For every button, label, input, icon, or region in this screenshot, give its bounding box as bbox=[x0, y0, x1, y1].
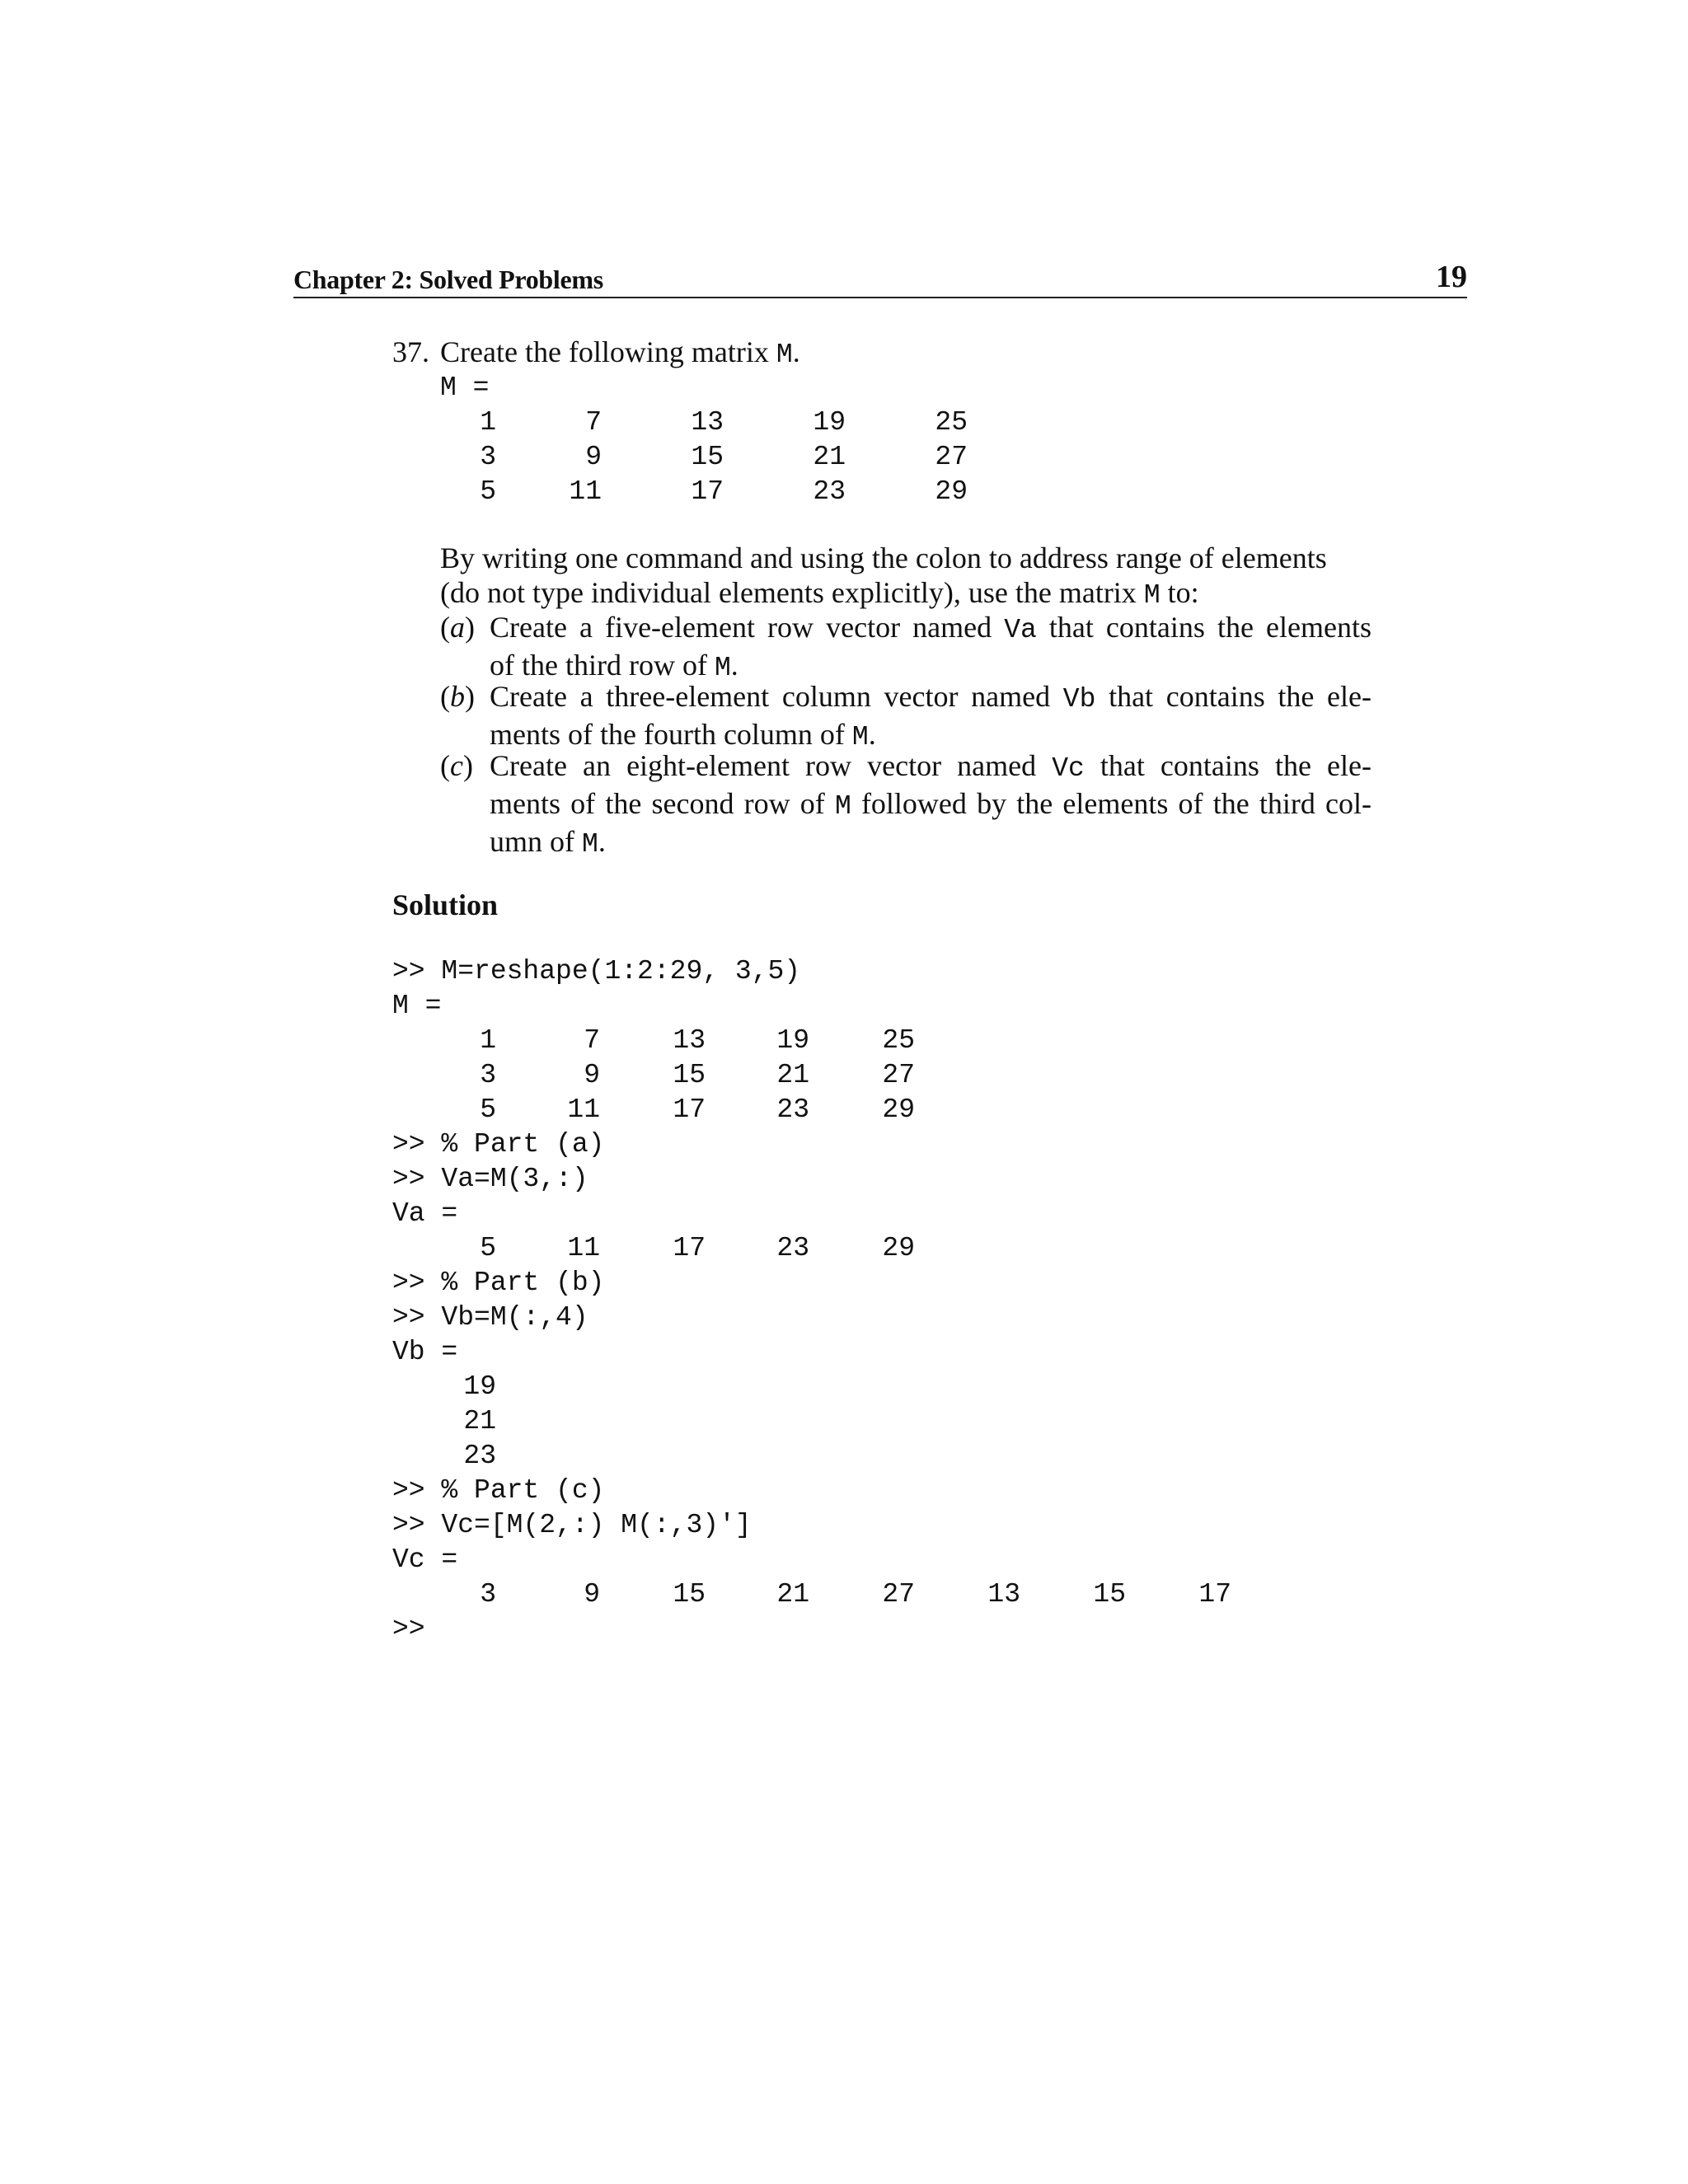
part-text bbox=[490, 748, 1372, 862]
matrix-cell: 21 bbox=[813, 442, 846, 472]
value-cell: 5 bbox=[480, 1094, 496, 1125]
command-va: >> Va=M(3,:) bbox=[392, 1164, 588, 1194]
value-cell: 3 bbox=[480, 1060, 496, 1090]
part-text-line: ments of the fourth column of M. bbox=[490, 718, 876, 752]
part-text bbox=[490, 610, 1372, 686]
part-text-line: Create a three-element column vector named Vb that contains the ele- bbox=[490, 680, 1372, 715]
output-label-vc: Vc = bbox=[392, 1544, 458, 1575]
page-number: 19 bbox=[1436, 260, 1467, 294]
value-cell: 7 bbox=[584, 1025, 600, 1056]
value-cell: 13 bbox=[987, 1579, 1020, 1610]
instructions-line-1: By writing one command and using the colon to address range of elements bbox=[440, 541, 1327, 574]
value-cell: 27 bbox=[882, 1060, 915, 1090]
final-prompt: >> bbox=[392, 1614, 425, 1644]
value-cell: 21 bbox=[776, 1579, 809, 1610]
matrix-cell: 25 bbox=[935, 407, 968, 438]
value-cell: 15 bbox=[1093, 1579, 1126, 1610]
output-label-m: M = bbox=[392, 991, 442, 1021]
value-cell: 3 bbox=[480, 1579, 496, 1610]
value-cell: 19 bbox=[463, 1371, 496, 1402]
value-cell: 5 bbox=[480, 1233, 496, 1263]
matrix-cell: 19 bbox=[813, 407, 846, 438]
value-cell: 25 bbox=[882, 1025, 915, 1056]
solution-heading: Solution bbox=[392, 888, 499, 921]
part-text-line: Create a five-element row vector named Va that contains the elements bbox=[490, 611, 1372, 645]
problem-number: 37. bbox=[392, 335, 429, 368]
value-cell: 1 bbox=[480, 1025, 496, 1056]
part-text-line: ments of the second row of M followed by the elements of the third col- bbox=[490, 787, 1372, 822]
matrix-cell: 27 bbox=[935, 442, 968, 472]
page-header bbox=[293, 262, 1467, 298]
part-text-line: of the third row of M. bbox=[490, 649, 738, 683]
matrix-cell: 29 bbox=[935, 476, 968, 507]
value-cell: 9 bbox=[584, 1579, 600, 1610]
part-text-line: Create an eight-element row vector named Vc that contains the ele- bbox=[490, 749, 1372, 784]
value-cell: 17 bbox=[673, 1094, 706, 1125]
value-cell: 9 bbox=[584, 1060, 600, 1090]
value-cell: 15 bbox=[673, 1060, 706, 1090]
matrix-cell: 11 bbox=[569, 476, 602, 507]
part-label: (c) bbox=[440, 749, 473, 782]
value-cell: 17 bbox=[673, 1233, 706, 1263]
output-label-va: Va = bbox=[392, 1198, 458, 1229]
matrix-cell: 1 bbox=[480, 407, 496, 438]
matrix-cell: 23 bbox=[813, 476, 846, 507]
value-cell: 19 bbox=[776, 1025, 809, 1056]
value-cell: 21 bbox=[463, 1406, 496, 1436]
value-cell: 23 bbox=[776, 1094, 809, 1125]
part-label: (a) bbox=[440, 611, 475, 644]
value-cell: 11 bbox=[567, 1094, 600, 1125]
value-cell: 23 bbox=[463, 1441, 496, 1471]
part-text bbox=[490, 679, 1372, 755]
comment-part-a: >> % Part (a) bbox=[392, 1129, 605, 1160]
command-vc: >> Vc=[M(2,:) M(:,3)'] bbox=[392, 1510, 752, 1540]
value-cell: 17 bbox=[1198, 1579, 1231, 1610]
matrix-cell: 7 bbox=[585, 407, 602, 438]
part-text-line: umn of M. bbox=[490, 825, 606, 860]
command-vb: >> Vb=M(:,4) bbox=[392, 1302, 588, 1333]
value-cell: 29 bbox=[882, 1233, 915, 1263]
matrix-cell: 9 bbox=[585, 442, 602, 472]
matrix-cell: 5 bbox=[480, 476, 496, 507]
matrix-cell: 17 bbox=[691, 476, 724, 507]
matrix-cell: 15 bbox=[691, 442, 724, 472]
comment-part-c: >> % Part (c) bbox=[392, 1475, 605, 1506]
value-cell: 15 bbox=[673, 1579, 706, 1610]
comment-part-b: >> % Part (b) bbox=[392, 1268, 605, 1298]
chapter-title: Chapter 2: Solved Problems bbox=[293, 265, 603, 294]
matrix-cell: 13 bbox=[691, 407, 724, 438]
output-label-vb: Vb = bbox=[392, 1337, 458, 1367]
part-label: (b) bbox=[440, 680, 475, 713]
value-cell: 21 bbox=[776, 1060, 809, 1090]
value-cell: 11 bbox=[567, 1233, 600, 1263]
problem-intro: Create the following matrix M. bbox=[440, 335, 800, 370]
value-cell: 27 bbox=[882, 1579, 915, 1610]
matrix-cell: 3 bbox=[480, 442, 496, 472]
matrix-label: M = bbox=[440, 373, 490, 403]
instructions-line-2: (do not type individual elements explicitly), use the matrix M to: bbox=[440, 576, 1199, 611]
value-cell: 29 bbox=[882, 1094, 915, 1125]
value-cell: 23 bbox=[776, 1233, 809, 1263]
value-cell: 13 bbox=[673, 1025, 706, 1056]
command-reshape: >> M=reshape(1:2:29, 3,5) bbox=[392, 956, 801, 987]
